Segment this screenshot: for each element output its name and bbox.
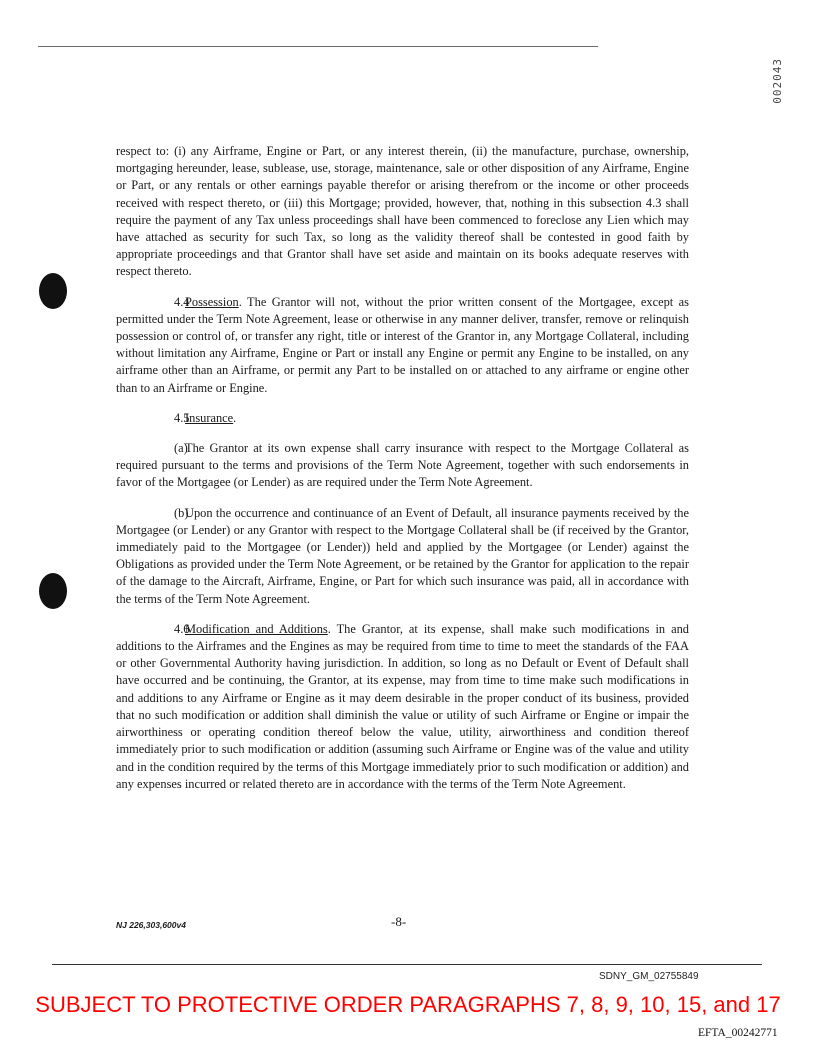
bates-stamp: 002043 [771,58,784,104]
protective-order-banner: SUBJECT TO PROTECTIVE ORDER PARAGRAPHS 7, 8, 9, 10, 15, and 17 [35,992,781,1017]
punch-hole-mark [39,273,67,309]
document-body [116,143,689,806]
punch-hole-mark [39,573,67,609]
paragraph-continuation: respect to: (i) any Airframe, Engine or Part, or any interest therein, (ii) the manufacture, purchase, ownership, mortgaging hereunder, lease, sublease, use, storage, maintenance, sale or other disposition of any Airframe, Engine or Part, or any rentals or other earnings payable therefor or arising therefrom or the income or other proceeds received with respect thereto, or (iii) this Mortgage; provided, however, that, nothing in this subsection 4.3 shall require the payment of any Tax unless proceedings shall have been commenced to foreclose any Lien which may have attached as security for such Tax, so long as the validity thereof shall be contested in good faith by appropriate proceedings and that Grantor shall have set aside and maintain on its books adequate reserves with respect thereto. [116,144,689,279]
section-number: 4.6 [174,621,190,636]
page-number: -8- [391,914,407,929]
efta-id: EFTA_00242771 [698,1027,778,1039]
document-reference: NJ 226,303,600v4 [116,920,186,930]
section-4-5 [116,410,689,427]
section-number: 4.5 [174,410,190,425]
section-4-6 [116,621,689,793]
top-rule [38,46,598,47]
section-text: . The Grantor will not, without the prior written consent of the Mortgagee, except as permitted under the Term Note Agreement, lease or otherwise in any manner deliver, transfer, remove or relinquish possession or control of, or transfer any right, title or interest of the Grantor in, any Mortgage Collateral, including without limitation any Airframe, Engine or Part or install any Engine or permit any Engine to be installed, on any airframe other than an Airframe, or permit any Part to be installed on or attached to any airframe or engine other than to an Airframe or Engine. [116,294,689,395]
subsection-text: The Grantor at its own expense shall carry insurance with respect to the Mortgage Collateral as required pursuant to the terms and provisions of the Term Note Agreement, together with such endorsements in favor of the Mortgagee (or Lender) as are required under the Term Note Agreement. [116,441,689,490]
section-4-4 [116,294,689,397]
subsection-text: Upon the occurrence and continuance of an Event of Default, all insurance payments received by the Mortgagee (or Lender) or any Grantor with respect to the Mortgage Collateral shall be (if received by the Grantor, immediately paid to the Mortgagee (or Lender)) held and applied by the Mortgagee (or Lender) against the Obligations as provided under the Term Note Agreement, or be retained by the Grantor for application to the repair of the damage to the Aircraft, Airframe, Engine, or Part for which such insurance was paid, all in accordance with the terms of the Term Note Agreement. [116,505,689,606]
section-text: . The Grantor, at its expense, shall make such modifications in and additions to the Airframes and the Engines as may be required from time to time to meet the standards of the FAA or other Governmental Authority having jurisdiction. In addition, so long as no Default or Event of Default shall have occurred and be continuing, the Grantor, at its expense, may from time to time make such modifications in and additions to any Airframe or Engine as it may deem desirable in the proper conduct of its business, provided that no such modification or addition shall diminish the value or utility of such Airframe or Engine or impair the airworthiness or operating condition thereof below the value, utility, airworthiness and condition thereof immediately prior to such modification or addition (assuming such Airframe or Engine was of the value and utility and in the condition required by the terms of this Mortgage immediately prior to such modification or addition) and any expenses incurred or related thereto are in accordance with the terms of the Term Note Agreement. [116,621,689,791]
section-number: 4.4 [174,294,190,309]
section-4-5-a [116,440,689,492]
subsection-label: (b) [174,505,189,520]
section-title-period: . [233,410,237,425]
section-title: Possession [185,294,239,309]
section-4-5-b [116,505,689,608]
sdny-bates-id: SDNY_GM_02755849 [599,971,699,982]
subsection-label: (a) [174,441,188,456]
bottom-rule [52,964,762,965]
section-title: Modification and Additions [185,621,328,636]
section-title: Insurance [185,410,234,425]
